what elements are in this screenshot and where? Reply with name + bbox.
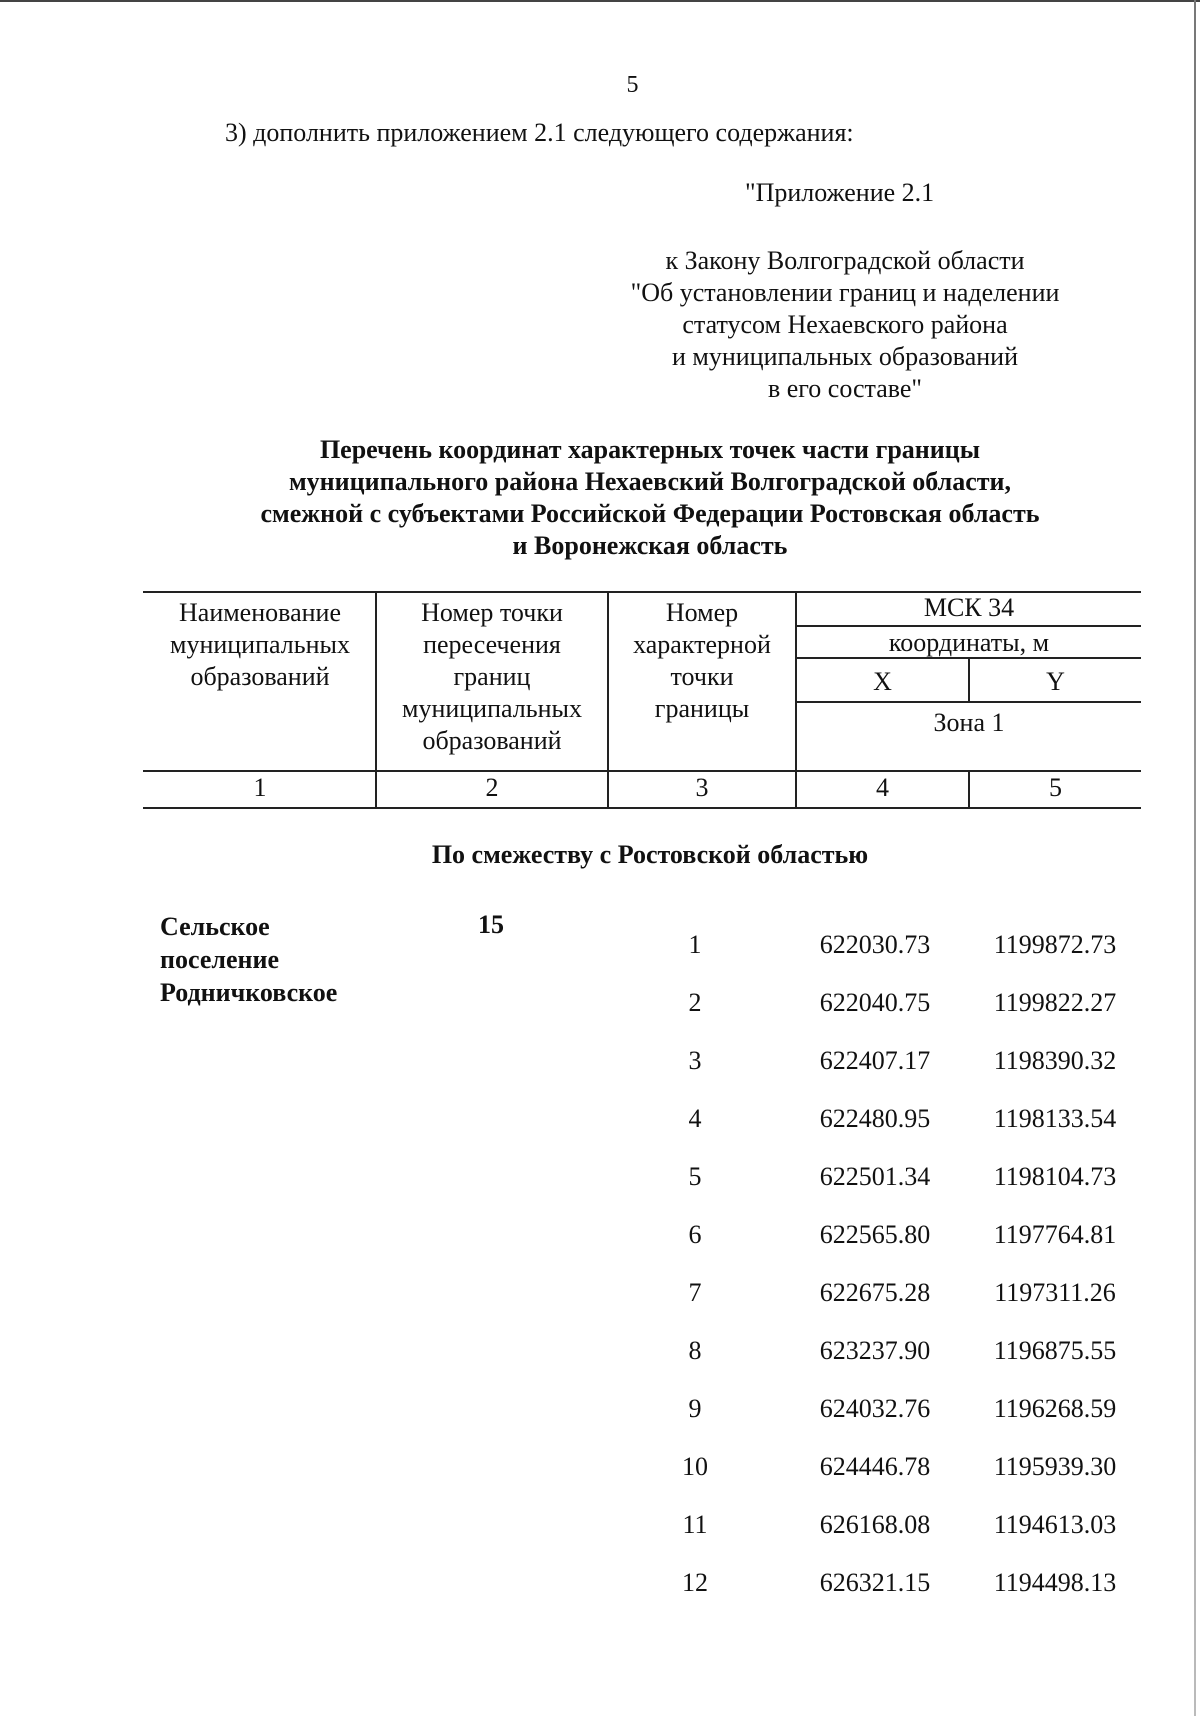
header-coordinates-unit: координаты, м — [888, 628, 1050, 657]
header-x: X — [873, 667, 892, 696]
header-zone: Зона 1 — [933, 708, 1005, 737]
appendix-title: "Приложение 2.1 — [745, 178, 935, 207]
title-line: Перечень координат характерных точек части границы — [319, 435, 981, 464]
x-coordinate: 623237.90 — [819, 1336, 931, 1365]
x-coordinate: 624032.76 — [819, 1394, 931, 1423]
x-coordinate: 624446.78 — [819, 1452, 931, 1481]
x-coordinate: 622480.95 — [819, 1104, 931, 1133]
appendix-line: "Об установлении границ и наделении — [630, 278, 1060, 307]
y-coordinate: 1198390.32 — [993, 1046, 1117, 1075]
table-row — [0, 930, 1200, 970]
title-line: муниципального района Нехаевский Волгоградской области, — [288, 467, 1012, 496]
column-number: 1 — [253, 773, 267, 802]
point-number: 11 — [682, 1510, 708, 1539]
y-coordinate: 1198133.54 — [993, 1104, 1117, 1133]
y-coordinate: 1197311.26 — [994, 1278, 1116, 1307]
y-coordinate: 1195939.30 — [993, 1452, 1117, 1481]
x-coordinate: 622501.34 — [819, 1162, 931, 1191]
intersection-point-number: 15 — [478, 910, 504, 939]
table-row — [0, 1510, 1200, 1550]
table-row — [0, 1162, 1200, 1202]
x-coordinate: 626168.08 — [819, 1510, 931, 1539]
point-number: 1 — [688, 930, 702, 959]
point-number: 10 — [682, 1452, 708, 1481]
scan-edge-top — [0, 0, 1200, 2]
table-row — [0, 1104, 1200, 1144]
page-number: 5 — [626, 72, 639, 98]
table-row — [0, 1278, 1200, 1318]
column-number: 4 — [876, 773, 889, 802]
appendix-reference — [575, 245, 1115, 405]
y-coordinate: 1198104.73 — [993, 1162, 1117, 1191]
column-number: 5 — [1049, 773, 1062, 802]
table-row — [0, 1046, 1200, 1086]
y-coordinate: 1197764.81 — [993, 1220, 1117, 1249]
header-boundary-point: Номер характерной точки границы — [633, 598, 771, 723]
point-number: 9 — [688, 1394, 702, 1423]
x-coordinate: 626321.15 — [819, 1568, 931, 1597]
table-row — [0, 1220, 1200, 1260]
table-row — [0, 1452, 1200, 1492]
appendix-line: статусом Нехаевского района — [682, 310, 1008, 339]
title-line: смежной с субъектами Российской Федерации Ростовская область — [260, 499, 1040, 528]
header-y: Y — [1046, 667, 1065, 696]
header-municipality-name: Наименование муниципальных образований — [169, 598, 350, 691]
municipality-name: Сельское поселение Родничковское — [160, 912, 338, 1007]
y-coordinate: 1199872.73 — [993, 930, 1117, 959]
table-row — [0, 1336, 1200, 1376]
column-number: 2 — [485, 773, 499, 802]
y-coordinate: 1199822.27 — [993, 988, 1117, 1017]
intro-paragraph: 3) дополнить приложением 2.1 следующего содержания: — [225, 118, 854, 147]
document-title — [150, 434, 1150, 562]
column-number: 3 — [695, 773, 709, 802]
y-coordinate: 1194613.03 — [993, 1510, 1117, 1539]
y-coordinate: 1194498.13 — [993, 1568, 1117, 1597]
y-coordinate: 1196875.55 — [993, 1336, 1117, 1365]
x-coordinate: 622040.75 — [819, 988, 931, 1017]
table-row — [0, 988, 1200, 1028]
table-row — [0, 1394, 1200, 1434]
table-rule — [795, 701, 1141, 703]
header-coordinate-system: МСК 34 — [923, 593, 1015, 622]
appendix-line: и муниципальных образований — [671, 342, 1019, 371]
x-coordinate: 622030.73 — [819, 930, 931, 959]
point-number: 2 — [688, 988, 702, 1017]
y-coordinate: 1196268.59 — [993, 1394, 1117, 1423]
point-number: 8 — [688, 1336, 702, 1365]
point-number: 4 — [688, 1104, 702, 1133]
point-number: 7 — [688, 1278, 702, 1307]
x-coordinate: 622407.17 — [819, 1046, 931, 1075]
title-line: и Воронежская область — [512, 531, 788, 560]
table-row — [0, 1568, 1200, 1608]
x-coordinate: 622565.80 — [819, 1220, 931, 1249]
x-coordinate: 622675.28 — [819, 1278, 931, 1307]
appendix-line: к Закону Волгоградской области — [665, 246, 1025, 275]
table-rule-bottom — [143, 807, 1141, 809]
point-number: 12 — [682, 1568, 708, 1597]
header-intersection-point: Номер точки пересечения границ муниципальных образований — [401, 598, 582, 755]
point-number: 3 — [688, 1046, 702, 1075]
section-title: По смежеству с Ростовской областью — [431, 840, 869, 869]
appendix-line: в его составе" — [767, 374, 923, 403]
point-number: 6 — [688, 1220, 702, 1249]
point-number: 5 — [688, 1162, 702, 1191]
